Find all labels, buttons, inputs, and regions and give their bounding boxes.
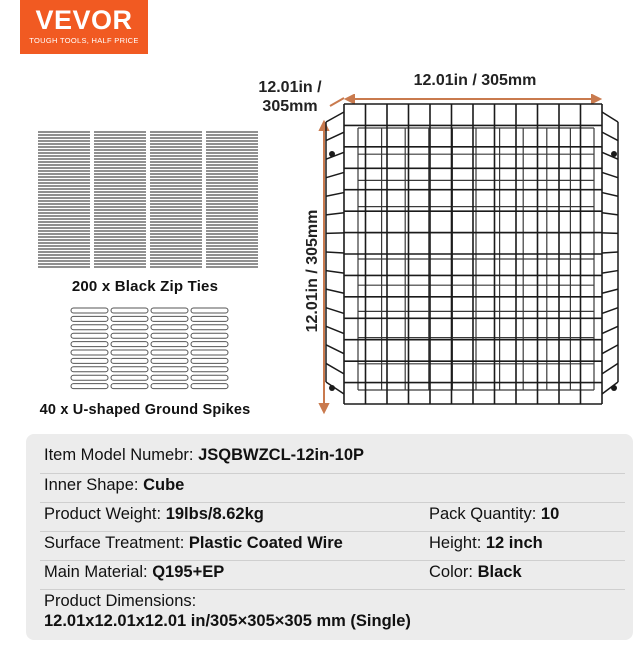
height-dimension-label: 12.01in / 305mm (304, 209, 321, 333)
ground-spike (111, 325, 148, 330)
zip-ties-caption: 200 x Black Zip Ties (71, 278, 219, 295)
brand-name: VEVOR (35, 5, 133, 35)
spec-dimensions-label: Product Dimensions: (44, 592, 197, 610)
divider (40, 473, 625, 474)
ground-spike (151, 375, 188, 380)
ground-spike (71, 308, 108, 313)
specifications-panel (26, 434, 633, 640)
ground-spike (111, 384, 148, 389)
width-dimension-label: 12.01in / 305mm (413, 72, 537, 89)
ground-spike (191, 325, 228, 330)
arrow-head (320, 122, 328, 130)
ground-spike (111, 350, 148, 355)
ground-spike (191, 350, 228, 355)
ground-spike (191, 333, 228, 338)
ground-spike (71, 316, 108, 321)
ground-spike (71, 342, 108, 347)
ground-spike (111, 367, 148, 372)
ground-spikes-illustration (70, 306, 232, 396)
depth-arrow (330, 98, 344, 106)
ground-spikes-caption: 40 x U-shaped Ground Spikes (39, 402, 251, 418)
ground-spike (71, 367, 108, 372)
arrow-head (320, 404, 328, 412)
ground-spike (111, 342, 148, 347)
wire-cube-illustration (318, 94, 628, 424)
spec-surface: Surface Treatment: Plastic Coated Wire (44, 534, 343, 552)
ground-spike (71, 384, 108, 389)
depth-dimension-line2: 305mm (262, 98, 318, 115)
depth-dimension-line1: 12.01in / (258, 79, 322, 96)
ground-spike (191, 367, 228, 372)
ground-spike (151, 325, 188, 330)
ground-spike (191, 384, 228, 389)
ground-spike (191, 358, 228, 363)
ground-spike (111, 333, 148, 338)
ground-spike (71, 350, 108, 355)
spec-material: Main Material: Q195+EP (44, 563, 225, 581)
ground-spike (191, 342, 228, 347)
ground-spike (191, 308, 228, 313)
ground-spike (151, 308, 188, 313)
spec-color: Color: Black (429, 563, 522, 581)
spec-dimensions-value: 12.01x12.01x12.01 in/305×305×305 mm (Single) (44, 612, 411, 630)
connector-pin (611, 385, 617, 391)
spec-shape: Inner Shape: Cube (44, 476, 185, 494)
zip-tie-bundle (38, 132, 258, 267)
divider (40, 531, 625, 532)
divider (40, 589, 625, 590)
divider (40, 560, 625, 561)
ground-spike (111, 375, 148, 380)
ground-spike (151, 367, 188, 372)
arrow-head (346, 95, 354, 103)
spec-model: Item Model Numebr: JSQBWZCL-12in-10P (44, 446, 365, 464)
ground-spike (151, 350, 188, 355)
brand-tagline: TOUGH TOOLS, HALF PRICE (29, 36, 139, 45)
ground-spike (111, 316, 148, 321)
ground-spike (71, 333, 108, 338)
ground-spike (111, 358, 148, 363)
zip-ties-illustration (38, 130, 260, 270)
connector-pin (329, 385, 335, 391)
ground-spike (71, 375, 108, 380)
ground-spike (191, 316, 228, 321)
ground-spike (71, 358, 108, 363)
ground-spike (71, 325, 108, 330)
ground-spike (191, 375, 228, 380)
spec-height: Height: 12 inch (429, 534, 543, 552)
arrow-head (592, 95, 600, 103)
ground-spike (151, 316, 188, 321)
front-panel (344, 104, 602, 404)
ground-spike (151, 333, 188, 338)
divider (40, 502, 625, 503)
ground-spike-bundle (71, 308, 228, 389)
ground-spike (151, 358, 188, 363)
ground-spike (151, 342, 188, 347)
connector-pin (329, 151, 335, 157)
connector-pin (611, 151, 617, 157)
brand-logo (20, 0, 148, 54)
spec-pack-quantity: Pack Quantity: 10 (429, 505, 560, 523)
ground-spike (151, 384, 188, 389)
spec-weight: Product Weight: 19lbs/8.62kg (44, 505, 264, 523)
ground-spike (111, 308, 148, 313)
